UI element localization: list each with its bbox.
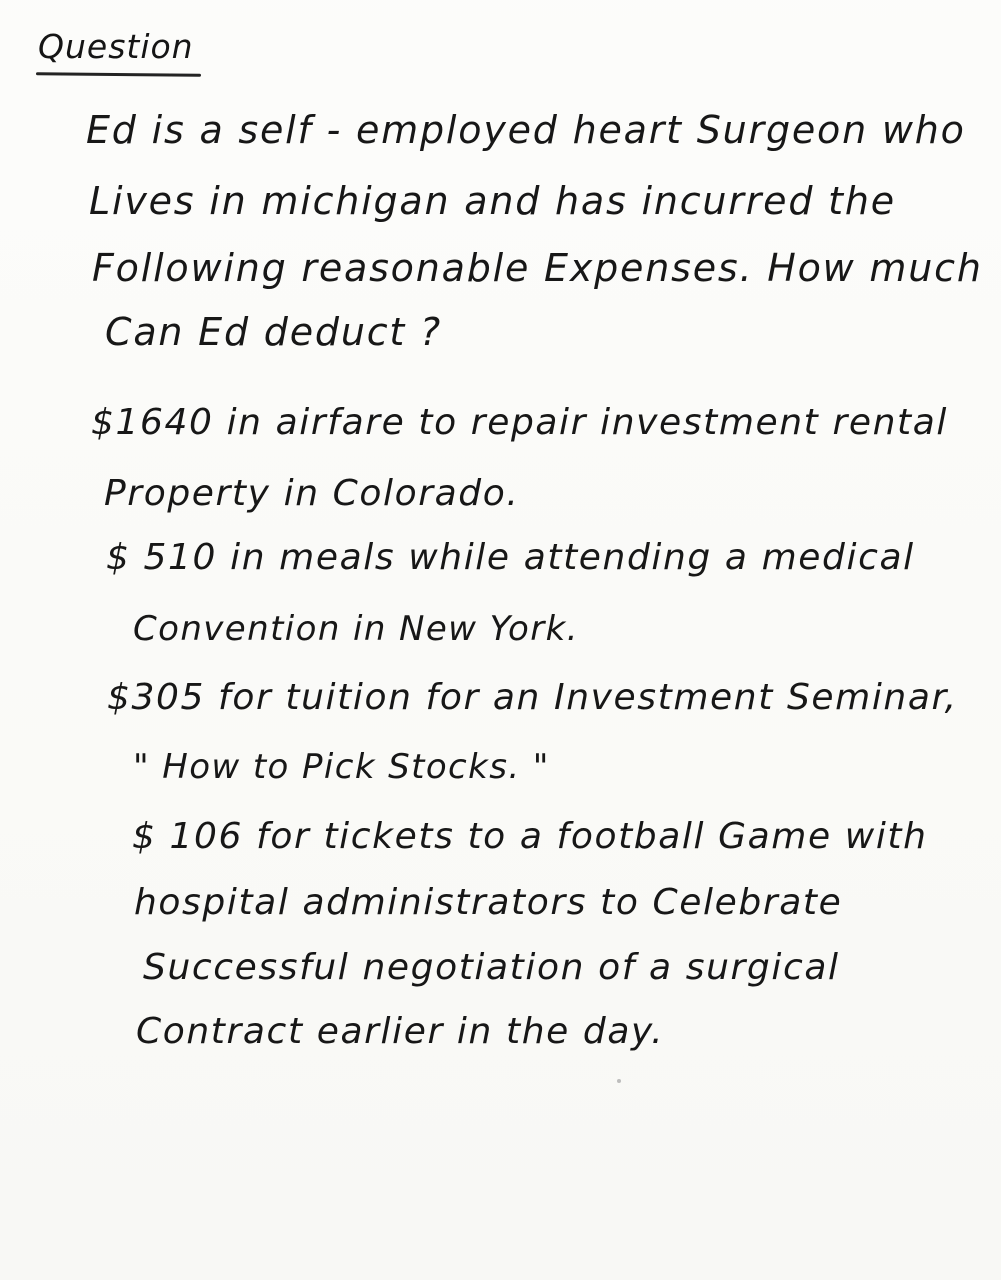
expense-1-line-1: $1640 in airfare to repair investment rental: [91, 402, 948, 443]
expense-2-line-1: $ 510 in meals while attending a medical: [106, 537, 915, 578]
expense-4-line-2: hospital administrators to Celebrate: [134, 882, 843, 923]
question-heading: Question: [38, 27, 194, 66]
expense-4-line-4: Contract earlier in the day.: [136, 1011, 665, 1052]
question-line-3: Following reasonable Expenses. How much: [92, 246, 983, 290]
expense-3-line-1: $305 for tuition for an Investment Seminar,: [107, 677, 958, 718]
ink-dot: [617, 1079, 621, 1083]
question-line-1: Ed is a self - employed heart Surgeon who: [86, 108, 966, 152]
expense-1-line-2: Property in Colorado.: [104, 473, 520, 514]
heading-underline: [36, 72, 201, 76]
expense-3-line-2: " How to Pick Stocks. ": [133, 747, 550, 787]
question-line-4: Can Ed deduct ?: [105, 310, 442, 354]
expense-2-line-2: Convention in New York.: [133, 609, 579, 649]
question-line-2: Lives in michigan and has incurred the: [89, 179, 896, 223]
expense-4-line-1: $ 106 for tickets to a football Game with: [132, 816, 928, 857]
expense-4-line-3: Successful negotiation of a surgical: [143, 947, 840, 988]
